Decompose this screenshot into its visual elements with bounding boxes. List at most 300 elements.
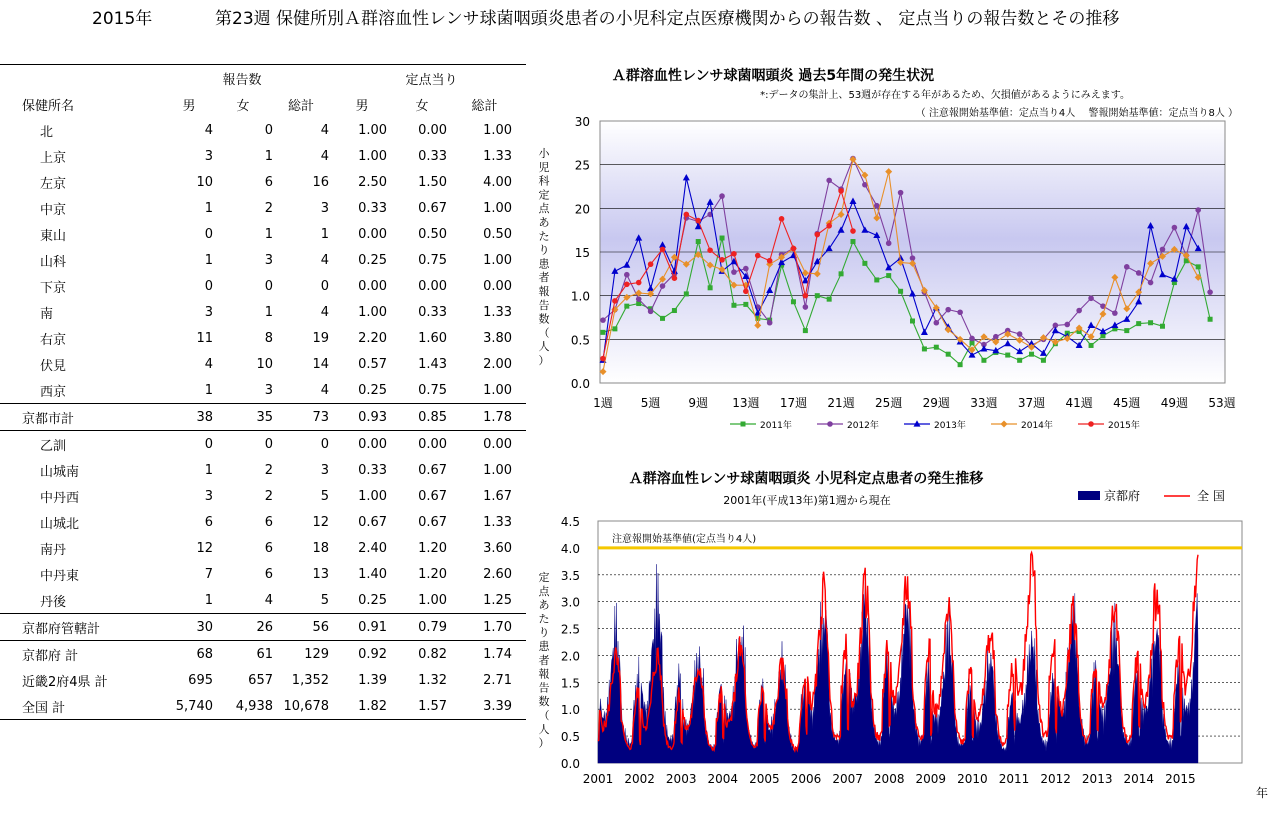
data-point: [636, 280, 642, 286]
data-point: [958, 362, 963, 367]
row-per-female: 1.20: [418, 540, 448, 556]
data-point: [719, 193, 725, 199]
data-point: [648, 309, 654, 315]
legend-item: [904, 419, 966, 431]
row-name: 山城南: [40, 464, 80, 480]
row-name: 山城北: [40, 516, 80, 532]
data-point: [946, 352, 951, 357]
chart1-ytick: 20: [574, 202, 590, 217]
row-male: 1: [204, 462, 213, 478]
svg-text:）: ）: [538, 354, 550, 367]
chart2-xtick: 2008: [873, 772, 905, 786]
table-row: [0, 431, 526, 458]
row-per-total: 2.60: [483, 566, 513, 582]
row-per-female: 0.75: [418, 252, 448, 268]
chart1-xtick: 37週: [1017, 396, 1046, 410]
data-point: [803, 304, 809, 310]
chart2-ylabel: [539, 571, 551, 750]
data-point: [922, 346, 927, 351]
svg-text:数: 数: [538, 695, 550, 709]
data-point: [707, 247, 713, 253]
title-bar: [0, 0, 1269, 40]
svg-text:定: 定: [538, 571, 550, 584]
row-per-total: 1.33: [483, 304, 513, 320]
data-point: [1160, 247, 1166, 253]
data-point: [957, 309, 963, 315]
row-per-total: 0.00: [447, 431, 512, 458]
row-female: 0: [264, 122, 273, 138]
row-total: 56: [273, 614, 329, 641]
chart2-ytick: 1.0: [560, 703, 580, 718]
row-female: 2: [264, 462, 273, 478]
row-per-total: 0.50: [483, 226, 513, 242]
legend-label: 2013年: [934, 421, 966, 431]
table-row: [0, 587, 526, 614]
row-name: 右京: [40, 332, 67, 348]
data-point: [826, 178, 832, 184]
data-point: [1196, 264, 1201, 269]
svg-text:た: た: [538, 612, 550, 626]
data-point: [731, 269, 737, 275]
data-point: [660, 316, 665, 321]
chart2-xtick: 2005: [749, 772, 780, 786]
table-row: [0, 561, 526, 587]
chart2-xunit: 年: [1255, 786, 1269, 800]
data-point: [1076, 308, 1082, 314]
chart1-xtick: 49週: [1160, 396, 1189, 410]
table-row: [0, 641, 526, 668]
row-male: 1: [204, 382, 213, 398]
legend-item: [1164, 488, 1225, 503]
table-row: [0, 325, 526, 351]
svg-text:児: 児: [538, 160, 550, 174]
row-per-male: 0.00: [358, 226, 388, 242]
data-point: [803, 328, 808, 333]
row-male: 11: [196, 330, 213, 346]
row-female: 10: [256, 356, 273, 372]
svg-text:あ: あ: [538, 598, 550, 612]
row-name: 左京: [40, 176, 67, 192]
data-point: [1148, 320, 1153, 325]
row-total: 0: [273, 431, 329, 458]
data-point: [1088, 295, 1094, 301]
chart2-ytick: 4.0: [560, 541, 580, 556]
data-point: [695, 218, 701, 224]
data-point: [850, 228, 856, 234]
data-point: [838, 188, 844, 194]
legend-item: [730, 419, 792, 431]
data-point: [612, 326, 617, 331]
trend-chart: [530, 465, 1269, 819]
legend-item: [1078, 419, 1140, 431]
row-name: 西京: [40, 384, 67, 400]
chart1-ytick: 30: [574, 115, 590, 129]
svg-text:）: ）: [538, 736, 550, 750]
data-point: [1064, 322, 1070, 328]
data-point: [803, 293, 809, 299]
svg-text:患: 患: [538, 257, 550, 271]
row-name: 京都市計: [0, 404, 155, 431]
row-name: 東山: [40, 228, 67, 244]
row-male: 4: [204, 356, 213, 372]
row-female: 6: [264, 540, 273, 556]
row-name: 近畿2府4県 計: [22, 674, 108, 690]
col-female-header: 女: [236, 98, 250, 114]
data-point: [1208, 317, 1213, 322]
legend-item: [1078, 488, 1140, 503]
row-per-total: 1.70: [447, 614, 512, 641]
data-point: [779, 216, 785, 222]
legend-item: [991, 419, 1053, 431]
row-per-male: 0.00: [358, 278, 388, 294]
row-per-total: 2.00: [483, 356, 513, 372]
row-name: 京都府 計: [0, 641, 155, 668]
row-total: 73: [273, 404, 329, 431]
col-ptotal-header: 総計: [471, 98, 498, 114]
row-per-male: 2.50: [358, 174, 388, 190]
row-total: 4: [320, 252, 330, 268]
row-total: 19: [312, 330, 330, 346]
row-female: 6: [264, 566, 273, 582]
row-per-female: 0.00: [418, 278, 448, 294]
row-male: 3: [204, 488, 213, 504]
svg-text:京都府: 京都府: [1104, 489, 1141, 503]
row-male: 6: [204, 514, 213, 530]
data-point: [862, 261, 867, 266]
table-row: [0, 143, 526, 169]
row-male: 12: [196, 540, 213, 556]
row-per-total: 1.33: [483, 148, 513, 164]
row-total: 18: [312, 540, 330, 556]
row-per-female: 1.60: [418, 330, 448, 346]
row-female: 26: [213, 614, 273, 641]
svg-text:人: 人: [538, 722, 550, 736]
row-per-male: 2.20: [358, 330, 388, 346]
row-per-male: 0.67: [358, 514, 388, 530]
row-male: 3: [204, 148, 213, 164]
data-point: [684, 291, 689, 296]
row-name: 全国 計: [0, 693, 155, 720]
data-point: [1029, 352, 1034, 357]
data-point: [708, 285, 713, 290]
data-point: [1005, 353, 1010, 358]
data-point: [600, 317, 606, 323]
svg-text:小: 小: [538, 147, 550, 160]
data-point: [874, 277, 879, 282]
row-per-female: 0.67: [418, 462, 448, 478]
legend-label: 2015年: [1108, 421, 1140, 431]
row-per-female: 0.50: [418, 226, 448, 242]
row-per-total: 2.71: [483, 672, 513, 688]
svg-text:（: （: [538, 326, 550, 340]
chart2-ytick: 0.0: [560, 757, 580, 771]
data-point: [945, 307, 951, 313]
chart2-xtick: 2002: [624, 772, 655, 786]
row-name: 北: [40, 124, 54, 140]
row-per-female: 1.50: [418, 174, 448, 190]
svg-text:人: 人: [538, 340, 550, 354]
table-row: [0, 693, 526, 720]
chart2-xtick: 2006: [790, 772, 822, 786]
data-point: [743, 266, 749, 272]
svg-text:告: 告: [538, 681, 550, 695]
chart1-xtick: 29週: [922, 396, 950, 410]
data-point: [826, 223, 832, 229]
data-point: [684, 212, 690, 218]
data-point: [636, 296, 642, 302]
svg-text:点: 点: [538, 202, 550, 216]
chart2-ytick: 1.5: [560, 676, 580, 691]
row-per-male: 0.57: [358, 356, 388, 372]
data-point: [755, 253, 761, 259]
row-female: 4: [264, 592, 273, 608]
row-name: 中丹東: [40, 568, 80, 584]
chart1-xtick: 1週: [593, 396, 613, 410]
data-point: [874, 203, 880, 209]
row-per-total: 3.39: [447, 693, 512, 720]
row-name: 南: [40, 306, 54, 322]
data-point: [720, 236, 725, 241]
data-point: [1017, 331, 1023, 337]
row-name: 丹後: [40, 594, 67, 610]
col-total-header: 総計: [288, 98, 315, 114]
row-per-female: 1.43: [418, 356, 448, 372]
chart2-xtick: 2013: [1081, 772, 1113, 786]
table-row: [0, 273, 526, 299]
row-female: 61: [213, 641, 273, 668]
row-per-total: 1.67: [483, 488, 513, 504]
data-point: [1148, 280, 1154, 286]
table-row: [0, 195, 526, 221]
data-point: [1112, 310, 1118, 316]
chart1-ytick: 15: [574, 246, 590, 260]
row-total: 10,678: [273, 693, 329, 720]
row-per-female: 0.67: [418, 488, 448, 504]
row-female: 6: [264, 174, 273, 190]
chart1-title: Ａ群溶血性レンサ球菌咽頭炎 過去5年間の発生状況: [611, 68, 935, 84]
row-per-female: 1.00: [418, 592, 448, 608]
row-per-male: 1.39: [358, 672, 388, 688]
table-row: [0, 117, 526, 143]
data-point: [1041, 358, 1046, 363]
data-point: [743, 302, 748, 307]
data-point: [1160, 324, 1165, 329]
row-female: 4,938: [213, 693, 273, 720]
row-per-total: 0.00: [483, 278, 513, 294]
data-point: [815, 293, 820, 298]
table-row: [0, 247, 526, 273]
row-female: 0: [213, 431, 273, 458]
col-pmale-header: 男: [355, 98, 369, 114]
row-male: 10: [196, 174, 213, 190]
row-per-male: 0.93: [337, 404, 387, 431]
row-per-female: 0.75: [418, 382, 448, 398]
row-per-female: 0.85: [387, 404, 447, 431]
row-per-female: 1.32: [418, 672, 448, 688]
table-row: [0, 351, 526, 377]
data-point: [1207, 289, 1213, 295]
table-row: [0, 509, 526, 535]
data-point: [1172, 225, 1178, 231]
table-row: [0, 169, 526, 195]
table-row: [0, 404, 526, 431]
row-female: 1: [264, 226, 273, 242]
chart1-note2: （ 注意報開始基準値：定点当り4人 警報開始基準値：定点当り8人 ）: [915, 108, 1238, 119]
row-name: 京都府管轄計: [0, 614, 155, 641]
row-per-male: 1.00: [358, 304, 388, 320]
legend-item: [817, 419, 879, 431]
row-per-total: 1.78: [447, 404, 512, 431]
row-name: 山科: [40, 254, 67, 270]
chart2-xtick: 2003: [665, 772, 697, 786]
svg-text:数: 数: [538, 312, 550, 326]
table-row: [0, 221, 526, 247]
row-total: 1: [320, 226, 330, 242]
row-per-total: 1.00: [483, 252, 513, 268]
row-name: 下京: [40, 280, 67, 296]
row-per-male: 0.92: [337, 641, 387, 668]
chart1-xtick: 53週: [1208, 396, 1236, 410]
row-per-male: 0.00: [337, 431, 387, 458]
group-per-sentinel-header: 定点当り: [337, 65, 526, 92]
legend-label: 2011年: [760, 421, 792, 431]
chart1-xtick: 5週: [640, 396, 661, 410]
data-point: [1017, 358, 1022, 363]
chart1-xtick: 9週: [688, 396, 709, 410]
row-female: 3: [264, 252, 273, 268]
row-female: 2: [264, 488, 273, 504]
row-name: 南丹: [40, 542, 67, 558]
chart2-xtick: 2015: [1165, 772, 1196, 786]
row-per-total: 1.25: [483, 592, 513, 608]
chart2-xtick: 2004: [707, 772, 739, 786]
report-table: [0, 64, 526, 720]
data-point: [814, 232, 820, 238]
data-point: [981, 358, 986, 363]
row-per-total: 1.00: [483, 462, 513, 478]
row-per-total: 1.33: [483, 514, 513, 530]
table-row: [0, 535, 526, 561]
chart2-ytick: 3.0: [560, 595, 580, 610]
data-point: [1136, 270, 1142, 276]
data-point: [839, 271, 844, 276]
table-row: [0, 457, 526, 483]
row-per-female: 0.79: [387, 614, 447, 641]
data-point: [850, 239, 855, 244]
row-per-male: 0.33: [358, 462, 388, 478]
chart2-ytick: 2.0: [560, 649, 580, 664]
row-female: 2: [264, 200, 273, 216]
row-per-female: 0.67: [418, 200, 448, 216]
chart1-ytick: 0.0: [570, 377, 590, 391]
svg-text:り: り: [538, 626, 550, 640]
row-female: 35: [213, 404, 273, 431]
page-title: 第23週 保健所別Ａ群溶血性レンサ球菌咽頭炎患者の小児科定点医療機関からの報告数 、 定点当りの報告数とその推移: [215, 9, 1120, 29]
data-point: [624, 272, 630, 278]
row-per-male: 0.33: [358, 200, 388, 216]
chart1-xtick: 45週: [1113, 396, 1141, 410]
col-pfemale-header: 女: [415, 98, 429, 114]
data-point: [969, 336, 975, 342]
data-point: [1100, 333, 1105, 338]
row-total: 5: [320, 488, 330, 504]
row-male: 68: [155, 641, 213, 668]
data-point: [648, 261, 654, 267]
row-male: 0: [204, 278, 213, 294]
row-female: 1: [264, 148, 273, 164]
row-total: 129: [273, 641, 329, 668]
row-total: 1,352: [291, 672, 330, 688]
row-total: 4: [320, 304, 330, 320]
row-total: 3: [320, 462, 330, 478]
svg-text:全 国: 全 国: [1197, 489, 1225, 503]
row-per-total: 3.80: [483, 330, 513, 346]
five-year-chart: [530, 60, 1269, 440]
row-per-male: 1.00: [358, 488, 388, 504]
col-name-header: 保健所名: [22, 98, 75, 114]
chart2-xtick: 2014: [1123, 772, 1155, 786]
chart1-xtick: 13週: [732, 396, 760, 410]
data-point: [791, 246, 797, 252]
data-point: [696, 239, 701, 244]
row-per-male: 1.82: [337, 693, 387, 720]
row-name: 乙訓: [0, 431, 155, 458]
chart1-xtick: 41週: [1065, 396, 1093, 410]
chart2-xtick: 2011: [998, 772, 1030, 786]
row-female: 6: [264, 514, 273, 530]
chart2-subtitle: 2001年(平成13年)第1週から現在: [723, 494, 891, 507]
svg-text:告: 告: [538, 298, 550, 312]
chart2-xtick: 2007: [832, 772, 863, 786]
data-point: [731, 251, 737, 257]
col-male-header: 男: [182, 98, 196, 114]
row-per-female: 0.67: [418, 514, 448, 530]
row-per-male: 0.91: [337, 614, 387, 641]
row-total: 4: [320, 382, 330, 398]
chart1-xtick: 21週: [827, 396, 855, 410]
chart1-ytick: 25: [574, 158, 590, 173]
chart2-ytick: 4.5: [560, 515, 580, 529]
data-point: [719, 257, 725, 263]
legend-label: 2012年: [847, 421, 879, 431]
chart2-xtick: 2009: [915, 772, 947, 786]
row-per-male: 0.25: [358, 252, 388, 268]
row-per-female: 0.33: [418, 304, 448, 320]
data-point: [886, 240, 892, 246]
data-point: [731, 303, 736, 308]
row-male: 695: [188, 672, 213, 688]
svg-text:患: 患: [538, 640, 550, 653]
data-point: [1195, 207, 1201, 213]
svg-text:た: た: [538, 229, 550, 243]
data-point: [934, 320, 940, 326]
chart1-xtick: 33週: [970, 396, 998, 410]
svg-text:者: 者: [538, 271, 550, 285]
row-male: 30: [155, 614, 213, 641]
row-per-female: 0.33: [418, 148, 448, 164]
chart1-ylabel: [539, 146, 551, 367]
row-male: 5,740: [155, 693, 213, 720]
row-per-total: 1.74: [447, 641, 512, 668]
table-row: [0, 299, 526, 325]
table-row: [0, 483, 526, 509]
row-per-total: 3.60: [483, 540, 513, 556]
table-row: [0, 667, 526, 693]
row-per-female: 0.82: [387, 641, 447, 668]
row-per-male: 2.40: [358, 540, 388, 556]
row-per-female: 0.00: [387, 431, 447, 458]
data-point: [886, 273, 891, 278]
